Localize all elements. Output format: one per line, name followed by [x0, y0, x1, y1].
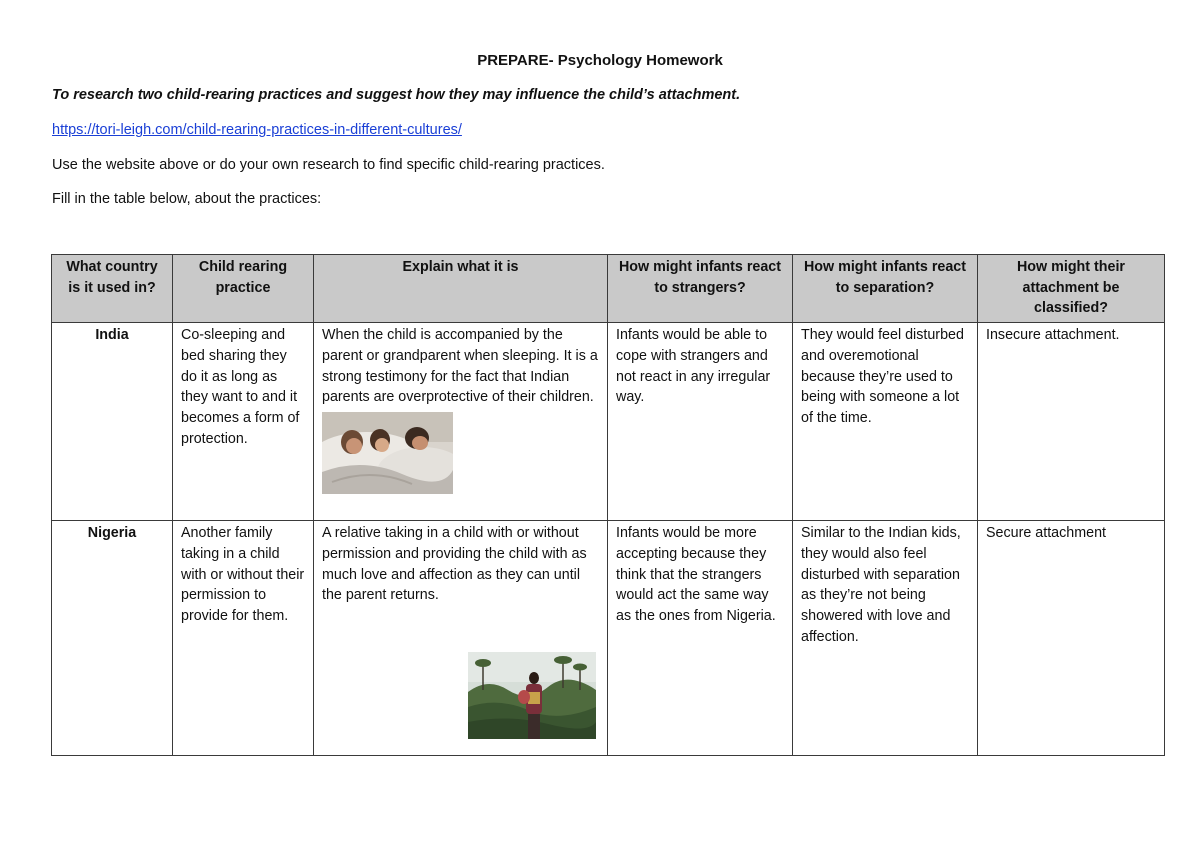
header-separation: How might infants react to separation?: [793, 255, 978, 323]
reference-link[interactable]: https://tori-leigh.com/child-rearing-practices-in-different-cultures/: [52, 122, 462, 138]
cell-explanation: [314, 323, 608, 521]
practices-table: [51, 254, 1165, 756]
table-row: [52, 323, 1165, 521]
cell-practice: Another family taking in a child with or without their permission to provide for them.: [173, 521, 314, 756]
cell-classification: Insecure attachment.: [978, 323, 1165, 521]
cell-separation: They would feel disturbed and overemotional because they’re used to being with someone a lot of the time.: [793, 323, 978, 521]
table-row: [52, 521, 1165, 756]
header-classification: How might their attachment be classified?: [978, 255, 1165, 323]
cell-classification: Secure attachment: [978, 521, 1165, 756]
instruction-fill-table: Fill in the table below, about the practices:: [52, 191, 322, 207]
explanation-text: When the child is accompanied by the parent or grandparent when sleeping. It is a strong testimony for the fact that Indian parents are overprotective of their children.: [322, 327, 598, 406]
header-strangers: How might infants react to strangers?: [608, 255, 793, 323]
document-title: PREPARE- Psychology Homework: [477, 52, 723, 69]
header-explanation: Explain what it is: [314, 255, 608, 323]
header-country: What country is it used in?: [52, 255, 173, 323]
co-sleeping-photo: [322, 412, 453, 494]
cell-country: Nigeria: [52, 521, 173, 756]
cell-explanation: [314, 521, 608, 756]
header-practice: Child rearing practice: [173, 255, 314, 323]
cell-strangers: Infants would be able to cope with strangers and not react in any irregular way.: [608, 323, 793, 521]
table-header-row: [52, 255, 1165, 323]
cell-separation: Similar to the Indian kids, they would also feel disturbed with separation as they’re not being showered with love and affection.: [793, 521, 978, 756]
explanation-text: A relative taking in a child with or without permission and providing the child with as much love and affection as they can until the parent returns.: [322, 525, 587, 604]
task-description: To research two child-rearing practices and suggest how they may influence the child’s attachment.: [52, 87, 741, 103]
cell-strangers: Infants would be more accepting because they think that the strangers would act the same way as the ones from Nigeria.: [608, 521, 793, 756]
instruction-research: Use the website above or do your own research to find specific child-rearing practices.: [52, 157, 605, 173]
cell-practice: Co-sleeping and bed sharing they do it as long as they want to and it becomes a form of protection.: [173, 323, 314, 521]
mother-carrying-child-photo: [468, 652, 596, 739]
cell-country: India: [52, 323, 173, 521]
